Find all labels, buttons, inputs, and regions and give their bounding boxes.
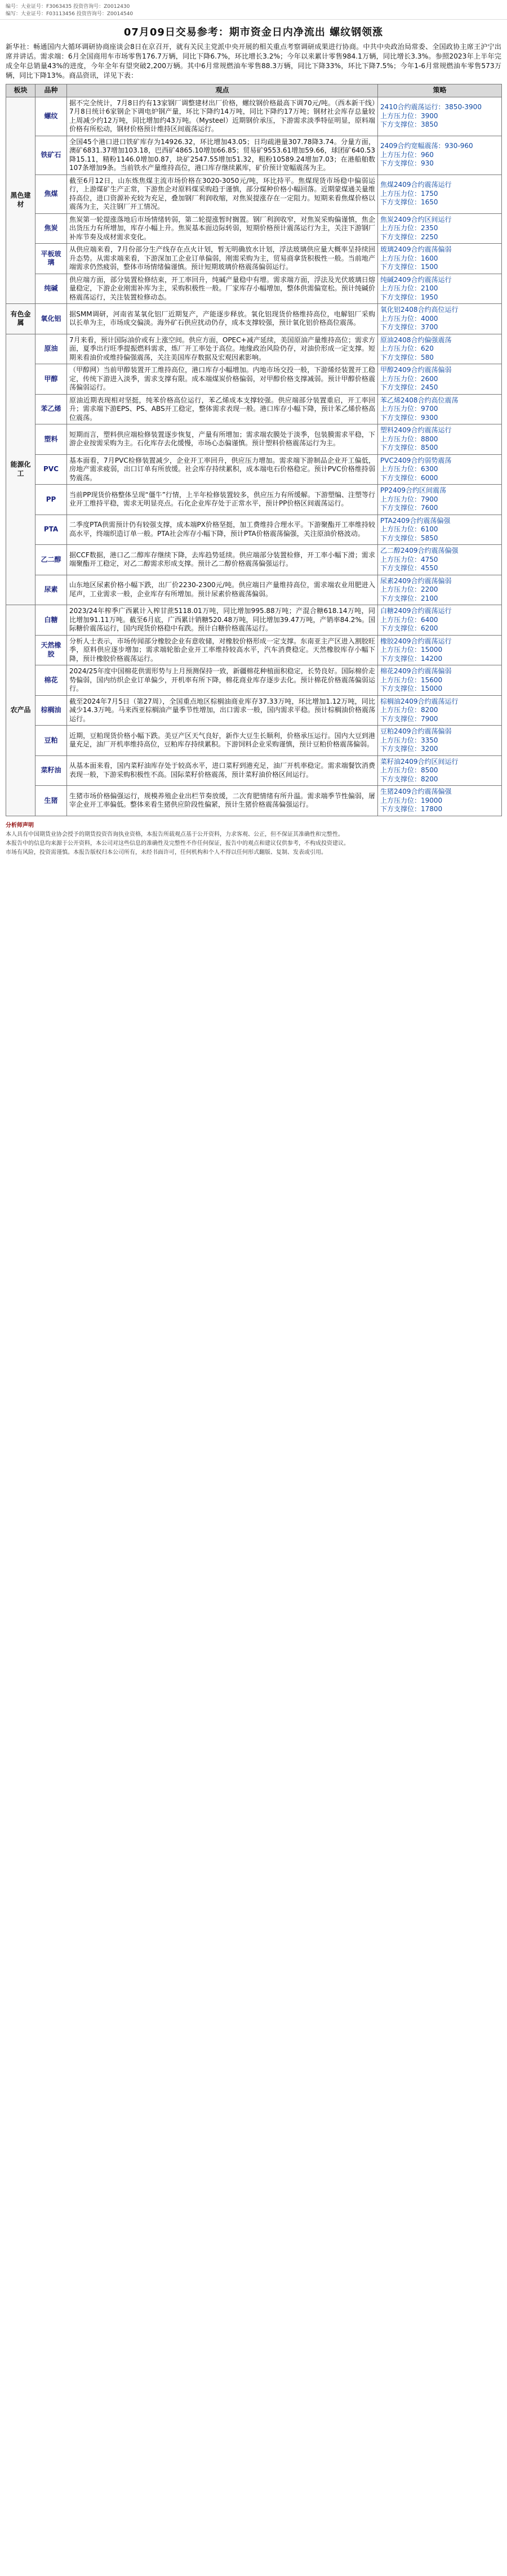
strategy-line: 上方压力位：960 [380,150,434,159]
strategy-line: 上方压力位：620 [380,345,434,352]
strategy-line: 下方支撑位：8200 [380,775,438,783]
table-body [6,97,502,816]
strategy-cell [378,755,502,786]
view-cell: 从供应端来看，7月份部分生产线存在点火计划，暂无明确放水计划，浮法玻璃供应量大概率呈持续回升态势。从需求端来看，下游深加工企业订单偏弱，刚需采购为主，贸易商拿货积极性一般。当前地产端需求仍然疲弱，整体市场情绪偏谨慎。预计短期玻璃价格震荡偏弱运行。 [67,244,378,274]
strategy-line: 下方支撑位：15000 [380,685,443,692]
variety-cell: 尿素 [35,575,67,605]
strategy-line: 上方压力位：15000 [380,646,443,654]
table-row [6,424,502,455]
variety-cell: 原油 [35,334,67,364]
view-cell: 山东地区尿素价格小幅下跌，出厂价2230-2300元/吨。供应端日产量维持高位，需求端农业用肥进入尾声，工业需求一般，企业库存有所增加。预计尿素价格震荡偏弱。 [67,575,378,605]
strategy-line: 上方压力位：6300 [380,465,438,473]
strategy-line: 下方支撑位：1650 [380,198,438,207]
table-row [6,244,502,274]
strategy-cell [378,424,502,455]
meta-line-1: 编号：大业证号：F3063435 投资咨询号：Z0012430 [6,4,130,10]
disclaimer-title: 分析师声明 [6,822,34,829]
strategy-line: 下方支撑位：7900 [380,714,438,723]
table-row [6,175,502,213]
strategy-cell [378,394,502,424]
table-row [6,665,502,696]
strategy-line: 上方压力位：6100 [380,525,438,533]
table-row [6,394,502,424]
strategy-cell [378,334,502,364]
variety-cell: 乙二醇 [35,545,67,575]
view-cell: 2024/25年度中国棉花供需形势与上月预测保持一致，新疆棉花种植面积稳定，长势良好。国际棉价走势偏弱，国内纺织企业订单偏少，开机率有所下降，棉花商业库存逐步去化。预计棉花价格震荡偏弱运行。 [67,665,378,696]
disclaimer [6,822,501,857]
table-row [6,304,502,334]
strategy-line: 焦炭2409合约区间运行 [380,215,452,223]
strategy-line: 下方支撑位：580 [380,353,434,361]
strategy-line: 甲醇2409合约震荡偏弱 [380,366,452,374]
strategy-line: 上方压力位：15600 [380,676,443,684]
strategy-line: 上方压力位：1600 [380,254,438,262]
view-cell: 基本面看，7月PVC检修装置减少，企业开工率回升，供应压力增加。需求端下游制品企业开工偏低，房地产需求疲弱，出口订单有所放缓。社会库存持续累积，成本端电石价格稳定。预计PVC价格维持弱势震荡。 [67,454,378,485]
view-cell: 分析人士表示，市场传闻部分橡胶企业有意收储，对橡胶价格形成一定支撑。东南亚主产区进入割胶旺季，原料供应逐步增加；需求端轮胎企业开工率维持较高水平，汽车消费稳定。天然橡胶库存小幅下降，预计橡胶价格震荡运行。 [67,635,378,665]
view-cell: （甲醇网）当前甲醇装置开工维持高位，港口库存小幅增加。内地市场交投一般，下游烯烃装置开工稳定，传统下游进入淡季，需求支撑有限。成本端煤炭价格偏弱，对甲醇价格支撑减弱。预计甲醇价格震荡偏弱运行。 [67,364,378,395]
variety-cell: PTA [35,515,67,545]
strategy-line: 下方支撑位：3200 [380,745,438,753]
strategy-line: 橡胶2409合约震荡运行 [380,637,452,645]
table-row [6,274,502,304]
variety-cell: 棕榈油 [35,695,67,726]
variety-cell: 白糖 [35,605,67,636]
strategy-line: 豆粕2409合约震荡偏弱 [380,727,452,735]
strategy-line: 上方压力位：3350 [380,736,438,744]
variety-cell: 铁矿石 [35,136,67,175]
strategy-line: 纯碱2409合约震荡运行 [380,275,452,284]
variety-cell: 平板玻璃 [35,244,67,274]
variety-cell: 纯碱 [35,274,67,304]
strategy-line: 上方压力位：9700 [380,405,438,413]
strategy-line: 下方支撑位：2100 [380,594,438,602]
strategy-line: 下方支撑位：1950 [380,293,438,301]
strategy-line: 上方压力位：1750 [380,189,438,198]
variety-cell: 苯乙烯 [35,394,67,424]
strategy-line: 下方支撑位：9300 [380,413,438,422]
table-header-row [6,84,502,97]
strategy-cell [378,244,502,274]
table-row [6,454,502,485]
sector-cell: 能源化工 [6,334,35,605]
strategy-line: 苯乙烯2408合约高位震荡 [380,396,459,404]
strategy-cell [378,304,502,334]
strategy-line: 下方支撑位：1500 [380,263,438,271]
strategy-line: 下方支撑位：5850 [380,534,438,542]
strategy-line: 上方压力位：2100 [380,284,438,292]
view-cell: 近期，豆粕现货价格小幅下跌。美豆产区天气良好，新作大豆生长顺利，价格承压运行。国内大豆到港量充足，油厂开机率维持高位，豆粕库存持续累积。下游饲料企业采购谨慎，预计豆粕价格震荡偏弱。 [67,726,378,756]
variety-cell: 豆粕 [35,726,67,756]
variety-cell: PVC [35,454,67,485]
sector-cell: 黑色建材 [6,97,35,304]
table-row [6,575,502,605]
meta-line-2: 编写：大业证号：F03113456 投资咨询号：Z0014540 [6,11,134,17]
view-cell: 短期而言，塑料供应端检修装置逐步恢复，产量有所增加；需求端农膜处于淡季，包装膜需求平稳，下游企业按需采购为主。石化库存去化缓慢，市场心态偏谨慎。预计塑料价格震荡运行为主。 [67,424,378,455]
strategy-cell [378,786,502,816]
view-cell: 截至6月12日，山东炼焦煤主流市场价格在3020-3050元/吨，环比持平。焦煤现货市场稳中偏弱运行，上游煤矿生产正常，下游焦企对原料煤采购趋于谨慎，部分煤种价格小幅回落。近期蒙煤通关量维持高位，进口资源补充较为充足，叠加钢厂利润收缩，对焦炭提涨存在一定阻力。短期来看焦煤价格以震荡为主，关注钢厂开工情况。 [67,175,378,213]
strategy-line: 上方压力位：2350 [380,224,438,232]
variety-cell: 棉花 [35,665,67,696]
strategy-line: 塑料2409合约震荡运行 [380,426,452,434]
strategy-line: PTA2409合约震荡偏强 [380,516,451,525]
strategy-line: 上方压力位：4750 [380,555,438,564]
table-row [6,545,502,575]
table-row [6,605,502,636]
strategy-cell [378,575,502,605]
strategy-line: 上方压力位：19000 [380,796,443,804]
view-cell: 7月来看，预计国际油价或有上涨空间。供应方面，OPEC+减产延续，美国原油产量维持高位；需求方面，夏季出行旺季提振燃料需求，炼厂开工率处于高位。地缘政治风险仍存，对油价形成一定支撑。短期来看油价或维持偏强震荡，关注美国库存数据及宏观因素影响。 [67,334,378,364]
table-row [6,726,502,756]
view-cell: 从基本面来看，国内菜籽油库存处于较高水平，进口菜籽到港充足，油厂开机率稳定。需求端餐饮消费表现一般，下游采购积极性不高。国际菜籽价格震荡，预计菜籽油价格区间运行。 [67,755,378,786]
strategy-line: 上方压力位：2600 [380,374,438,383]
view-cell: 供应端方面，部分装置检修结束，开工率回升，纯碱产量稳中有增。需求端方面，浮法及光伏玻璃日熔量稳定，下游企业刚需补库为主，采购积极性一般。厂家库存小幅增加，整体供需偏宽松。预计纯碱价格震荡运行，关注装置检修动态。 [67,274,378,304]
strategy-cell [378,545,502,575]
strategy-line: 尿素2409合约震荡偏弱 [380,576,452,585]
view-cell: 生猪市场价格偏强运行，规模养殖企业出栏节奏放缓，二次育肥情绪有所升温。需求端季节性偏弱，屠宰企业开工率偏低。整体来看生猪供应阶段性偏紧，预计生猪价格震荡偏强运行。 [67,786,378,816]
table-row [6,515,502,545]
table-row [6,786,502,816]
strategy-line: 上方压力位：3900 [380,111,438,120]
strategy-cell [378,726,502,756]
strategy-line: 上方压力位：8800 [380,435,438,443]
strategy-line: 2410合约震荡运行：3850-3900 [380,103,482,111]
strategy-cell [378,97,502,136]
view-cell: 原油近期表现相对坚挺，纯苯价格高位运行，苯乙烯成本支撑较强。供应端部分装置重启，开工率回升；需求端下游EPS、PS、ABS开工稳定，整体需求表现一般。港口库存小幅下降，预计苯乙烯价格高位震荡。 [67,394,378,424]
table-row [6,97,502,136]
sector-cell: 农产品 [6,605,35,816]
header-variety: 品种 [35,84,67,97]
strategy-line: 棉花2409合约震荡偏弱 [380,667,452,675]
table-row [6,695,502,726]
strategy-line: 下方支撑位：2250 [380,232,438,241]
strategy-cell [378,364,502,395]
strategy-cell [378,213,502,244]
strategy-line: 上方压力位：2200 [380,585,438,593]
disclaimer-line: 本报告中的信息均来源于公开资料，本公司对这些信息的准确性及完整性不作任何保证，报告中的观点和建议仅供参考，不构成投资建议。 [6,840,349,847]
strategy-cell [378,136,502,175]
strategy-cell [378,695,502,726]
view-cell: 当前PP现货价格整体呈现“僵牛”行情，上半年检修装置较多，供应压力有所缓解。下游塑编、注塑等行业开工维持平稳，需求无明显亮点。石化企业库存处于正常水平，预计PP价格区间震荡运行。 [67,485,378,515]
view-cell: 二季度PTA供需预计仍有较强支撑，成本端PX价格坚挺，加工费维持合理水平。下游聚酯开工率维持较高水平，终端织造订单一般。PTA社会库存小幅下降，预计PTA价格震荡偏强，关注原油价格波动。 [67,515,378,545]
intro-paragraph: 新华社：畅通国内大循环调研协商座谈会8日在京召开，就有关民主党派中央开展的相关重点考察调研成果进行协商。中共中央政治局常委、全国政协主席王沪宁出席并讲话。需求端：6月全国商用车市场零售176.7万辆，同比下降6.7%，环比增长3.2%；今年以来累计零售984.1万辆，同比增长3.3%。参照2023年上半年完成全年总销量43%的进度，今年全年有望突破2,200万辆。其中6月常规燃油车零售88.3万辆，同比下降33%，环比下降7.5%；今年1-6月常规燃油车零售573万辆，同比下降13%。商品资讯，详见下表： [6,43,501,79]
strategy-line: 菜籽油2409合约区间运行 [380,757,459,766]
strategy-line: 上方压力位：7900 [380,495,438,503]
strategy-line: 氧化铝2408合约高位运行 [380,306,459,314]
header-sector: 板块 [6,84,35,97]
strategy-cell [378,665,502,696]
view-cell: 据CCF数据，港口乙二醇库存继续下降，去库趋势延续。供应端部分装置检修，开工率小幅下滑；需求端聚酯开工稳定，对乙二醇需求形成支撑。预计乙二醇价格震荡偏强运行。 [67,545,378,575]
strategy-cell [378,454,502,485]
strategy-line: 下方支撑位：17800 [380,805,443,813]
variety-cell: 氧化铝 [35,304,67,334]
strategy-line: 原油2408合约偏强震荡 [380,336,452,344]
view-cell: 2023/24年榨季广西累计入榨甘蔗5118.01万吨，同比增加995.88万吨；产混合糖618.14万吨，同比增加91.11万吨。截至6月底，广西累计销糖520.48万吨，同比增加39.47万吨，产销率84.2%。国际糖价震荡运行，国内现货价格稳中有跌。预计白糖价格震荡运行。 [67,605,378,636]
table-row [6,136,502,175]
table-row [6,635,502,665]
view-cell: 截至2024年7月5日（第27周），全国重点地区棕榈油商业库存37.33万吨，环比增加1.12万吨，同比减少14.3万吨。马来西亚棕榈油产量季节性增加，出口需求一般，国内需求平稳。预计棕榈油价格震荡运行。 [67,695,378,726]
strategy-line: 下方支撑位：2450 [380,383,438,391]
variety-cell: 螺纹 [35,97,67,136]
strategy-line: 上方压力位：8200 [380,706,438,714]
strategy-line: 下方支撑位：3850 [380,120,438,129]
strategy-cell [378,485,502,515]
report-title: 07月09日交易参考：期市资金日内净流出 螺纹钢领涨 [123,26,384,38]
strategy-cell [378,635,502,665]
view-cell: 全国45个港口进口铁矿库存为14926.32，环比增加43.05；日均疏港量307.78降3.74。分量方面，澳矿6831.37增加103.18，巴西矿4865.10增加66.85；贸易矿9553.61增加59.66，球团矿640.53降15.11，精粉1146.0增加0.87，块矿2547.55增加51.32，粗粉10589.24增加7.03；在港船舶数107条增加9条。当前铁水产量维持高位，港口库存继续累库，矿价预计宽幅震荡为主。 [67,136,378,175]
commodity-table [6,84,502,816]
strategy-line: 下方支撑位：930 [380,159,434,168]
strategy-cell [378,515,502,545]
sector-cell: 有色金属 [6,304,35,334]
table-row [6,334,502,364]
strategy-line: 2409合约宽幅震荡：930-960 [380,142,473,150]
strategy-line: 上方压力位：6400 [380,615,438,624]
variety-cell: 甲醇 [35,364,67,395]
header-strategy: 策略 [378,84,502,97]
variety-cell: 焦炭 [35,213,67,244]
strategy-line: 焦煤2409合约震荡运行 [380,181,452,189]
table-row [6,213,502,244]
strategy-line: 下方支撑位：14200 [380,654,443,663]
strategy-line: 白糖2409合约震荡运行 [380,607,452,615]
view-cell: 焦炭第一轮提涨落地后市场情绪转弱，第二轮提涨暂时搁置。钢厂利润收窄，对焦炭采购偏谨慎，焦企出货压力有所增加，库存小幅上升。焦炭基本面边际转弱，短期价格预计震荡运行为主，关注下游钢厂补库节奏及成材需求变化。 [67,213,378,244]
table-row [6,364,502,395]
strategy-cell [378,605,502,636]
strategy-line: 上方压力位：4000 [380,314,438,323]
variety-cell: PP [35,485,67,515]
strategy-line: PVC2409合约弱势震荡 [380,456,452,464]
disclaimer-line: 市场有风险，投资需谨慎。本报告版权归本公司所有，未经书面许可，任何机构和个人不得以任何形式翻版、复制、发表或引用。 [6,849,327,856]
report-meta [0,0,507,20]
table-row [6,755,502,786]
strategy-cell [378,175,502,213]
strategy-line: 上方压力位：8500 [380,766,438,774]
table-row [6,485,502,515]
view-cell: 据SMM调研，河南省某氧化铝厂近期复产，产能逐步释放。氧化铝现货价格维持高位，电解铝厂采购以长单为主，市场成交偏淡。海外矿石供应扰动仍存，成本支撑较强，预计氧化铝价格高位震荡。 [67,304,378,334]
strategy-line: PP2409合约区间震荡 [380,486,447,494]
variety-cell: 塑料 [35,424,67,455]
strategy-line: 生猪2409合约震荡偏强 [380,788,452,795]
strategy-cell [378,274,502,304]
strategy-line: 乙二醇2409合约震荡偏强 [380,547,459,554]
view-cell: 据不完全统计，7月8日约有13家钢厂调整建材出厂价格，螺纹钢价格最高下调70元/吨。（西本新干线）7月8日统计6家钢企下调电炉钢产量，环比下降约14万吨，同比下降约17万吨；钢材社会库存总量较上周减少约12万吨，同比增加约43万吨。（Mysteel）近期钢价承压，下游需求淡季特征明显，原料端价格有所松动，钢材价格预计维持区间震荡运行。 [67,97,378,136]
strategy-line: 下方支撑位：4550 [380,564,438,572]
strategy-line: 玻璃2409合约震荡偏弱 [380,245,452,253]
disclaimer-line: 本人具有中国期货业协会授予的期货投资咨询执业资格，本报告所载观点基于公开资料，力求客观、公正，但不保证其准确性和完整性。 [6,831,344,838]
variety-cell: 焦煤 [35,175,67,213]
strategy-line: 下方支撑位：7600 [380,504,438,512]
strategy-line: 下方支撑位：6200 [380,624,438,632]
strategy-line: 棕榈油2409合约震荡运行 [380,697,459,705]
variety-cell: 菜籽油 [35,755,67,786]
strategy-line: 下方支撑位：8500 [380,444,438,451]
strategy-line: 下方支撑位：6000 [380,473,438,482]
strategy-line: 下方支撑位：3700 [380,323,438,331]
variety-cell: 生猪 [35,786,67,816]
variety-cell: 天然橡胶 [35,635,67,665]
header-view: 观点 [67,84,378,97]
